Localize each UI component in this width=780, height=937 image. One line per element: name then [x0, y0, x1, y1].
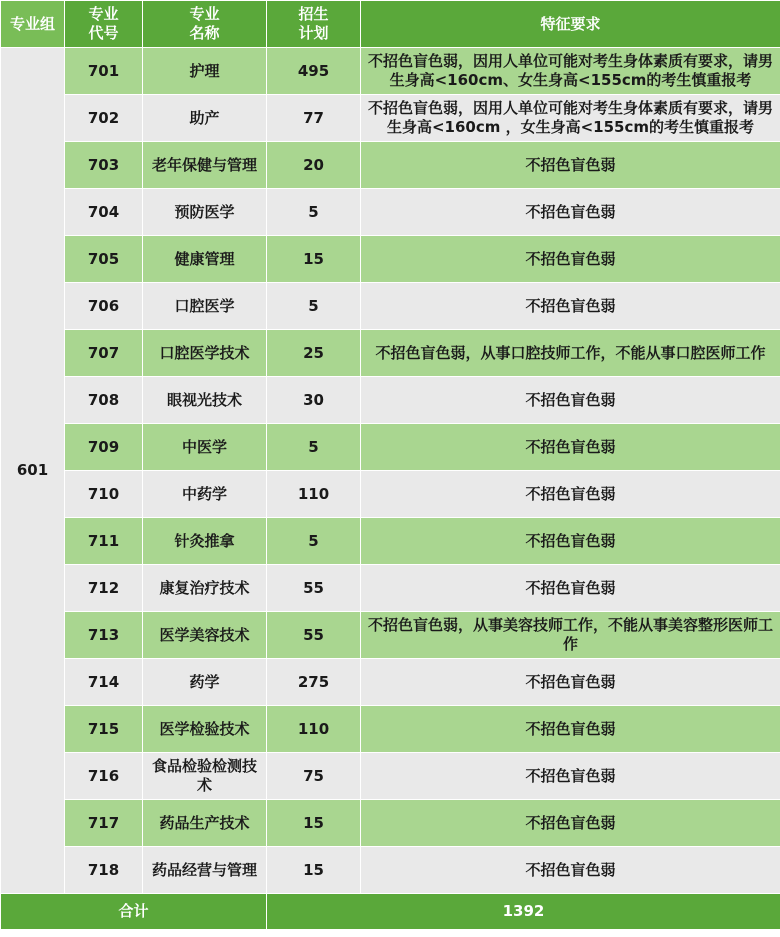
major-code-cell: 710: [65, 471, 143, 518]
requirement-cell: 不招色盲色弱: [361, 142, 780, 189]
header-code-line2: 代号: [88, 24, 119, 42]
plan-count-cell: 55: [267, 565, 361, 612]
plan-count-cell: 15: [267, 847, 361, 894]
major-code-cell: 715: [65, 706, 143, 753]
major-name-cell: 食品检验检测技术: [143, 753, 267, 800]
table-row: [1, 518, 780, 565]
requirement-cell: 不招色盲色弱: [361, 424, 780, 471]
plan-count-cell: 5: [267, 283, 361, 330]
major-name-cell: 助产: [143, 95, 267, 142]
group-id-cell: 601: [1, 48, 65, 894]
plan-count-cell: 75: [267, 753, 361, 800]
requirement-cell: 不招色盲色弱: [361, 189, 780, 236]
major-code-cell: 717: [65, 800, 143, 847]
major-name-cell: 中医学: [143, 424, 267, 471]
major-name-cell: 医学检验技术: [143, 706, 267, 753]
header-name: [143, 1, 267, 48]
table-row: [1, 565, 780, 612]
requirement-cell: 不招色盲色弱，因用人单位可能对考生身体素质有要求，请男生身高<160cm、女生身高<155cm的考生慎重报考: [361, 48, 780, 95]
table-row: [1, 189, 780, 236]
plan-count-cell: 110: [267, 706, 361, 753]
major-name-cell: 老年保健与管理: [143, 142, 267, 189]
header-code: [65, 1, 143, 48]
requirement-cell: 不招色盲色弱: [361, 706, 780, 753]
major-name-cell: 口腔医学技术: [143, 330, 267, 377]
table-row: [1, 706, 780, 753]
table-row: [1, 753, 780, 800]
table-row: [1, 612, 780, 659]
table-row: [1, 377, 780, 424]
header-requirement: 特征要求: [361, 1, 780, 48]
major-name-cell: 康复治疗技术: [143, 565, 267, 612]
major-code-cell: 712: [65, 565, 143, 612]
plan-count-cell: 275: [267, 659, 361, 706]
major-name-cell: 药学: [143, 659, 267, 706]
plan-count-cell: 5: [267, 518, 361, 565]
plan-count-cell: 15: [267, 236, 361, 283]
plan-count-cell: 5: [267, 424, 361, 471]
major-code-cell: 704: [65, 189, 143, 236]
major-code-cell: 716: [65, 753, 143, 800]
major-name-cell: 护理: [143, 48, 267, 95]
major-name-cell: 眼视光技术: [143, 377, 267, 424]
requirement-cell: 不招色盲色弱: [361, 377, 780, 424]
major-name-cell: 口腔医学: [143, 283, 267, 330]
table-row: [1, 330, 780, 377]
requirement-cell: 不招色盲色弱，因用人单位可能对考生身体素质有要求，请男生身高<160cm ，女生身高<155cm的考生慎重报考: [361, 95, 780, 142]
plan-count-cell: 55: [267, 612, 361, 659]
plan-count-cell: 20: [267, 142, 361, 189]
header-name-line2: 名称: [189, 24, 220, 42]
requirement-cell: 不招色盲色弱: [361, 471, 780, 518]
table-row: [1, 424, 780, 471]
header-code-line1: 专业: [88, 5, 119, 23]
table-row: [1, 800, 780, 847]
requirement-cell: 不招色盲色弱: [361, 753, 780, 800]
plan-count-cell: 5: [267, 189, 361, 236]
header-row: [1, 1, 780, 48]
requirement-cell: 不招色盲色弱，从事美容技师工作，不能从事美容整形医师工作: [361, 612, 780, 659]
table-row: [1, 95, 780, 142]
total-label: 合计: [1, 894, 267, 930]
requirement-cell: 不招色盲色弱: [361, 565, 780, 612]
major-code-cell: 703: [65, 142, 143, 189]
major-name-cell: 中药学: [143, 471, 267, 518]
major-name-cell: 药品经营与管理: [143, 847, 267, 894]
table-row: [1, 471, 780, 518]
header-plan-line1: 招生: [298, 5, 329, 23]
major-code-cell: 702: [65, 95, 143, 142]
plan-count-cell: 77: [267, 95, 361, 142]
major-code-cell: 706: [65, 283, 143, 330]
plan-count-cell: 25: [267, 330, 361, 377]
requirement-cell: 不招色盲色弱: [361, 659, 780, 706]
major-code-cell: 711: [65, 518, 143, 565]
major-name-cell: 健康管理: [143, 236, 267, 283]
table-row: [1, 847, 780, 894]
table-row: [1, 236, 780, 283]
requirement-cell: 不招色盲色弱: [361, 847, 780, 894]
major-code-cell: 718: [65, 847, 143, 894]
plan-count-cell: 110: [267, 471, 361, 518]
header-plan-line2: 计划: [298, 24, 329, 42]
total-row: [1, 894, 780, 930]
requirement-cell: 不招色盲色弱: [361, 283, 780, 330]
major-name-cell: 预防医学: [143, 189, 267, 236]
table-row: [1, 48, 780, 95]
major-code-cell: 707: [65, 330, 143, 377]
total-value: 1392: [267, 894, 780, 930]
requirement-cell: 不招色盲色弱，从事口腔技师工作，不能从事口腔医师工作: [361, 330, 780, 377]
major-code-cell: 701: [65, 48, 143, 95]
major-name-cell: 药品生产技术: [143, 800, 267, 847]
requirement-cell: 不招色盲色弱: [361, 800, 780, 847]
requirement-cell: 不招色盲色弱: [361, 236, 780, 283]
major-code-cell: 713: [65, 612, 143, 659]
plan-count-cell: 30: [267, 377, 361, 424]
major-code-cell: 709: [65, 424, 143, 471]
plan-count-cell: 15: [267, 800, 361, 847]
major-name-cell: 针灸推拿: [143, 518, 267, 565]
table-row: [1, 142, 780, 189]
header-plan: [267, 1, 361, 48]
major-code-cell: 714: [65, 659, 143, 706]
table-row: [1, 283, 780, 330]
header-name-line1: 专业: [189, 5, 220, 23]
major-name-cell: 医学美容技术: [143, 612, 267, 659]
major-code-cell: 708: [65, 377, 143, 424]
requirement-cell: 不招色盲色弱: [361, 518, 780, 565]
header-group: 专业组: [1, 1, 65, 48]
major-code-cell: 705: [65, 236, 143, 283]
plan-count-cell: 495: [267, 48, 361, 95]
table-row: [1, 659, 780, 706]
